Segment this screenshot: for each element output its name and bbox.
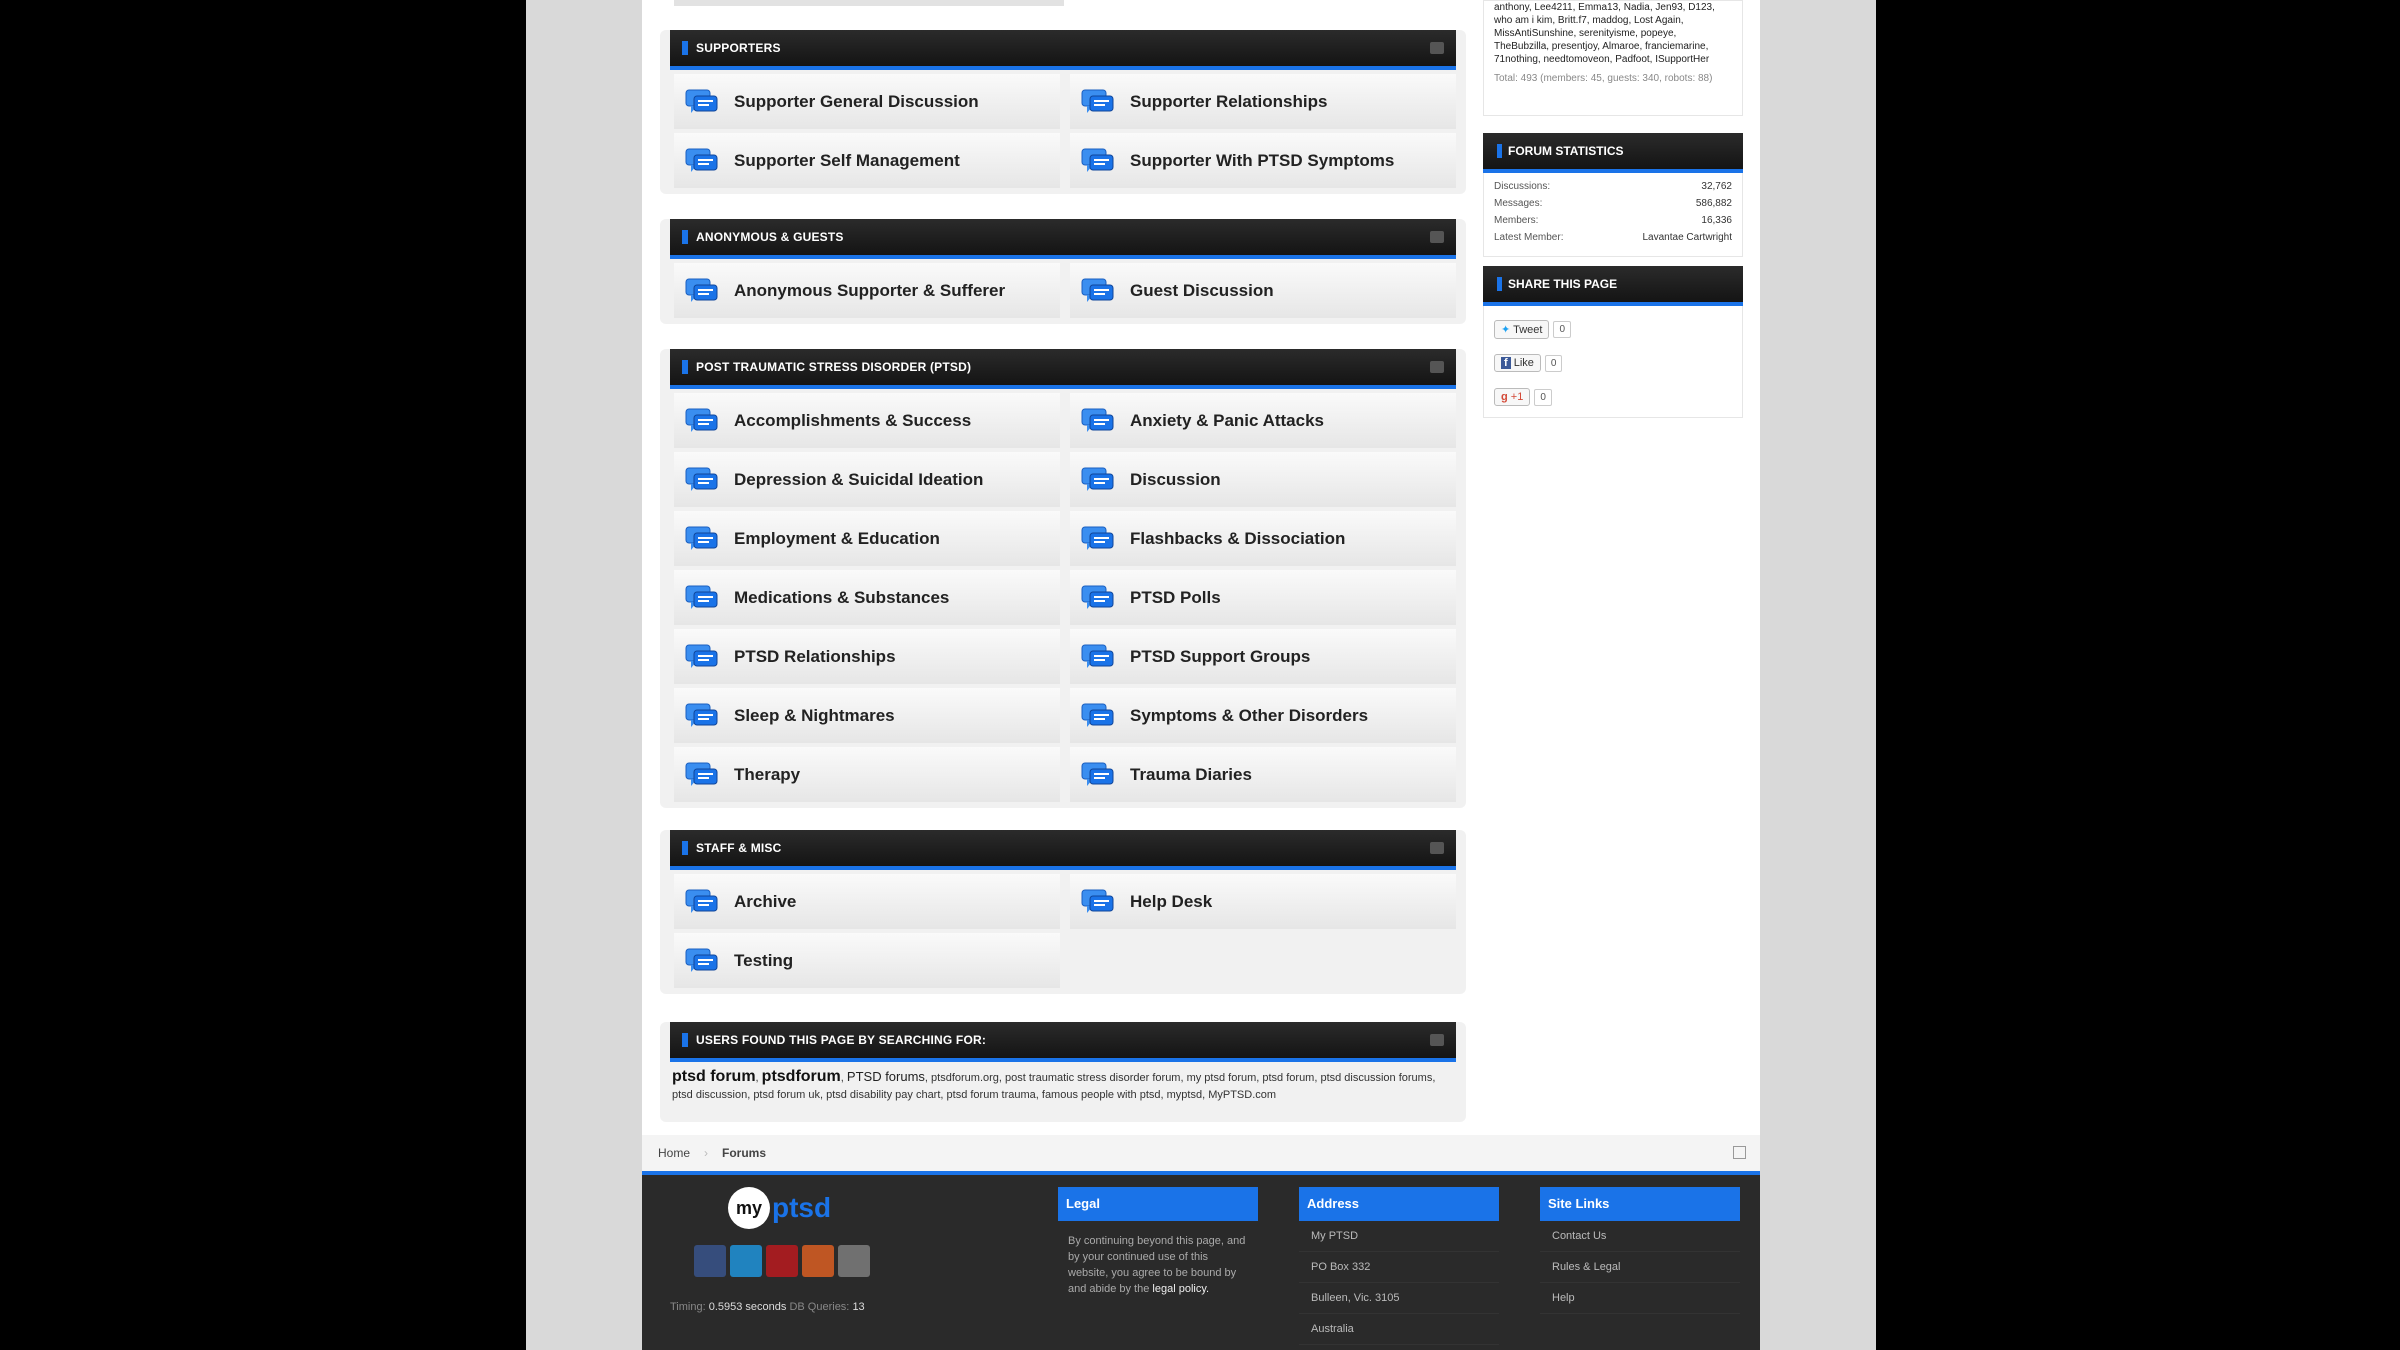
category-marker	[682, 360, 688, 374]
forum-node[interactable]	[674, 874, 1060, 929]
google-plus-count: 0	[1534, 389, 1552, 406]
category-header[interactable]	[670, 349, 1456, 389]
stat-value: 16,336	[1701, 215, 1732, 226]
category-marker	[682, 230, 688, 244]
search-term[interactable]: ptsdforum	[761, 1068, 841, 1085]
forum-title[interactable]: Therapy	[734, 764, 801, 784]
online-total: Total: 493 (members: 45, guests: 340, robots: 88)	[1494, 73, 1713, 84]
forum-node[interactable]	[674, 629, 1060, 684]
category-title: ANONYMOUS & GUESTS	[696, 230, 844, 244]
breadcrumb-home[interactable]: Home	[658, 1146, 691, 1160]
forum-title[interactable]: PTSD Polls	[1130, 587, 1221, 607]
footer-site-links	[1540, 1187, 1740, 1314]
footer-link[interactable]: Help	[1540, 1283, 1740, 1314]
forum-title[interactable]: Anonymous Supporter & Sufferer	[734, 280, 1006, 300]
twitter-icon: ✦	[1501, 323, 1514, 336]
category-header[interactable]	[670, 219, 1456, 259]
forum-title[interactable]: Testing	[734, 950, 794, 970]
forum-title[interactable]: Flashbacks & Dissociation	[1130, 528, 1346, 548]
forum-node[interactable]	[674, 263, 1060, 318]
like-count: 0	[1545, 355, 1563, 372]
forum-statistics-box	[1483, 133, 1743, 257]
breadcrumb	[642, 1135, 1760, 1171]
forum-page	[642, 0, 1760, 1350]
forum-title[interactable]: Employment & Education	[734, 528, 940, 548]
category-title: STAFF & MISC	[696, 841, 782, 855]
footer-legal-title: Legal	[1058, 1187, 1258, 1221]
collapse-icon[interactable]	[1430, 361, 1444, 373]
footer	[642, 1171, 1760, 1350]
email-icon[interactable]	[838, 1245, 870, 1277]
chat-bubble-icon	[682, 642, 722, 672]
chat-bubble-icon	[682, 146, 722, 176]
forum-node[interactable]	[674, 511, 1060, 566]
forum-node[interactable]	[674, 933, 1060, 988]
forum-node[interactable]	[674, 570, 1060, 625]
forum-node[interactable]	[1070, 570, 1456, 625]
share-header	[1483, 266, 1743, 306]
chat-bubble-icon	[682, 406, 722, 436]
logo-ptsd: ptsd	[772, 1192, 832, 1223]
breadcrumb-forums[interactable]: Forums	[722, 1146, 767, 1160]
forum-title[interactable]: Supporter With PTSD Symptoms	[1130, 150, 1395, 170]
chat-bubble-icon	[682, 276, 722, 306]
stat-label: Latest Member:	[1494, 232, 1564, 243]
previous-category-edge	[674, 0, 1064, 6]
timing-value: 0.5953 seconds	[708, 1301, 787, 1313]
forum-node[interactable]	[674, 747, 1060, 802]
forum-statistics-header	[1483, 133, 1743, 173]
timing-label: Timing:	[670, 1301, 706, 1313]
chat-bubble-icon	[682, 583, 722, 613]
footer-address-title: Address	[1299, 1187, 1499, 1221]
category-title: POST TRAUMATIC STRESS DISORDER (PTSD)	[696, 360, 972, 374]
external-link-icon[interactable]	[1733, 1146, 1746, 1159]
collapse-icon[interactable]	[1430, 1034, 1444, 1046]
search-terms-line[interactable]: ptsd discussion, ptsd forum uk, ptsd disability pay chart, ptsd forum trauma, famous people with ptsd, myptsd, MyPTSD.com	[672, 1089, 1277, 1101]
chat-bubble-icon	[682, 887, 722, 917]
footer-links-title: Site Links	[1540, 1187, 1740, 1221]
collapse-icon[interactable]	[1430, 842, 1444, 854]
google-plus-icon: g	[1501, 391, 1508, 403]
forum-node[interactable]	[1070, 393, 1456, 448]
chat-bubble-icon	[682, 946, 722, 976]
legal-text: By continuing beyond this page, and by your continued use of this website, you agree to be bound by and abide by the	[1068, 1235, 1246, 1295]
category-title: SUPPORTERS	[696, 41, 781, 55]
tweet-label: Tweet	[1513, 323, 1543, 336]
search-terms: ptsd forum, ptsdforum, PTSD forums, ptsdforum.org, post traumatic stress disorder forum, my ptsd forum, ptsd forum, ptsd discussion forums, ptsd discussion, ptsd forum uk, ptsd disability pay chart, ptsd forum trauma, famous people with ptsd, myptsd, MyPTSD.com	[672, 1068, 1436, 1101]
forum-node[interactable]	[674, 133, 1060, 188]
category-marker	[1497, 277, 1502, 291]
google-plus-label: +1	[1510, 391, 1524, 403]
forum-node[interactable]	[1070, 511, 1456, 566]
address-line: PO Box 332	[1299, 1252, 1499, 1283]
category-marker	[682, 1033, 688, 1047]
footer-address	[1299, 1187, 1499, 1345]
stat-row	[1494, 181, 1732, 198]
logo-my: my	[728, 1187, 770, 1229]
forum-title[interactable]: Anxiety & Panic Attacks	[1130, 410, 1324, 430]
forum-title[interactable]: Medications & Substances	[734, 587, 950, 607]
chat-bubble-icon	[1078, 146, 1118, 176]
search-term[interactable]: PTSD forums	[846, 1069, 925, 1084]
address-line: My PTSD	[1299, 1221, 1499, 1252]
online-user-list[interactable]: anthony, Lee4211, Emma13, Nadia, Jen93, D123, who am i kim, Britt.f7, maddog, Lost Again, MissAntiSunshine, serenityisme, popeye, TheBubzilla, presentjoy, Almaroe, franciemarine, 71nothing, needtomoveon, Padfoot, ISupportHer	[1494, 2, 1715, 65]
social-icons	[694, 1245, 870, 1277]
forum-title[interactable]: PTSD Support Groups	[1130, 646, 1311, 666]
stat-row	[1494, 215, 1732, 232]
stat-row	[1494, 198, 1732, 215]
search-terms-line[interactable]: ptsdforum.org, post traumatic stress disorder forum, my ptsd forum, ptsd forum, ptsd discussion forums,	[931, 1072, 1436, 1084]
forum-node[interactable]	[674, 688, 1060, 743]
facebook-icon: f	[1501, 357, 1511, 369]
category-supporters	[660, 30, 1466, 194]
forum-title[interactable]: Supporter General Discussion	[734, 91, 979, 111]
category-ptsd	[660, 349, 1466, 808]
facebook-icon[interactable]	[694, 1245, 726, 1277]
like-label: Like	[1513, 357, 1534, 369]
chat-bubble-icon	[1078, 642, 1118, 672]
forum-title[interactable]: Guest Discussion	[1130, 280, 1274, 300]
online-users-box	[1483, 0, 1743, 116]
footer-legal	[1058, 1187, 1258, 1309]
chat-bubble-icon	[682, 87, 722, 117]
legal-policy-link[interactable]: legal policy.	[1152, 1283, 1210, 1295]
latest-member-link[interactable]: Lavantae Cartwright	[1642, 232, 1732, 243]
address-line: Bulleen, Vic. 3105	[1299, 1283, 1499, 1314]
forum-node[interactable]	[1070, 133, 1456, 188]
forum-node[interactable]	[1070, 629, 1456, 684]
chat-bubble-icon	[1078, 701, 1118, 731]
footer-link[interactable]: Contact Us	[1540, 1221, 1740, 1252]
forum-node[interactable]	[1070, 452, 1456, 507]
forum-title[interactable]: PTSD Relationships	[734, 646, 896, 666]
forum-title[interactable]: Archive	[734, 891, 797, 911]
chat-bubble-icon	[1078, 583, 1118, 613]
db-queries-value: 13	[852, 1301, 865, 1313]
forum-node[interactable]	[674, 74, 1060, 129]
category-header[interactable]	[670, 30, 1456, 70]
chat-bubble-icon	[1078, 465, 1118, 495]
stat-label: Discussions:	[1494, 181, 1551, 192]
chat-bubble-icon	[1078, 524, 1118, 554]
collapse-icon[interactable]	[1430, 231, 1444, 243]
chat-bubble-icon	[682, 760, 722, 790]
forum-title[interactable]: Trauma Diaries	[1130, 764, 1252, 784]
stat-label: Messages:	[1494, 198, 1543, 209]
chat-bubble-icon	[1078, 887, 1118, 917]
google-plus-button[interactable]	[1494, 388, 1530, 406]
search-term[interactable]: ptsd forum	[672, 1068, 756, 1085]
site-logo[interactable]	[728, 1187, 831, 1229]
forum-node[interactable]	[674, 393, 1060, 448]
stat-row	[1494, 232, 1732, 249]
db-queries-label: DB Queries:	[789, 1301, 850, 1313]
forum-node[interactable]	[674, 452, 1060, 507]
search-terms-title: USERS FOUND THIS PAGE BY SEARCHING FOR:	[696, 1033, 987, 1047]
stat-value: 32,762	[1701, 181, 1732, 192]
share-title: SHARE THIS PAGE	[1508, 277, 1618, 291]
collapse-icon[interactable]	[1430, 42, 1444, 54]
search-terms-header[interactable]	[670, 1022, 1456, 1062]
timing-info	[670, 1301, 865, 1313]
stat-value: 586,882	[1695, 198, 1732, 209]
category-marker	[682, 841, 688, 855]
forum-title[interactable]: Symptoms & Other Disorders	[1130, 705, 1369, 725]
chat-bubble-icon	[1078, 760, 1118, 790]
forum-title[interactable]: Sleep & Nightmares	[734, 705, 895, 725]
address-line: Australia	[1299, 1314, 1499, 1345]
like-button[interactable]	[1494, 354, 1541, 372]
breadcrumb-separator: ›	[704, 1146, 709, 1160]
category-marker	[1497, 144, 1502, 158]
stat-label: Members:	[1494, 215, 1539, 226]
rss-icon[interactable]	[802, 1245, 834, 1277]
chat-bubble-icon	[682, 524, 722, 554]
search-terms-box	[660, 1022, 1466, 1122]
chat-bubble-icon	[1078, 276, 1118, 306]
forum-title[interactable]: Discussion	[1130, 469, 1221, 489]
forum-title[interactable]: Help Desk	[1130, 891, 1213, 911]
tweet-button[interactable]	[1494, 320, 1549, 339]
chat-bubble-icon	[1078, 87, 1118, 117]
share-box	[1483, 266, 1743, 418]
forum-title[interactable]: Accomplishments & Success	[734, 410, 972, 430]
twitter-icon[interactable]	[730, 1245, 762, 1277]
forum-statistics-title: FORUM STATISTICS	[1508, 144, 1624, 158]
category-staff-misc	[660, 830, 1466, 994]
category-header[interactable]	[670, 830, 1456, 870]
tweet-count: 0	[1553, 321, 1571, 338]
forum-node[interactable]	[1070, 874, 1456, 929]
category-anonymous-guests	[660, 219, 1466, 324]
category-marker	[682, 41, 688, 55]
forum-node[interactable]	[1070, 747, 1456, 802]
forum-node[interactable]	[1070, 688, 1456, 743]
youtube-icon[interactable]	[766, 1245, 798, 1277]
chat-bubble-icon	[682, 465, 722, 495]
footer-link[interactable]: Rules & Legal	[1540, 1252, 1740, 1283]
forum-node[interactable]	[1070, 74, 1456, 129]
forum-node[interactable]	[1070, 263, 1456, 318]
chat-bubble-icon	[682, 701, 722, 731]
forum-title[interactable]: Supporter Self Management	[734, 150, 960, 170]
forum-title[interactable]: Depression & Suicidal Ideation	[734, 469, 984, 489]
forum-title[interactable]: Supporter Relationships	[1130, 91, 1328, 111]
browser-viewport	[526, 0, 1876, 1350]
chat-bubble-icon	[1078, 406, 1118, 436]
